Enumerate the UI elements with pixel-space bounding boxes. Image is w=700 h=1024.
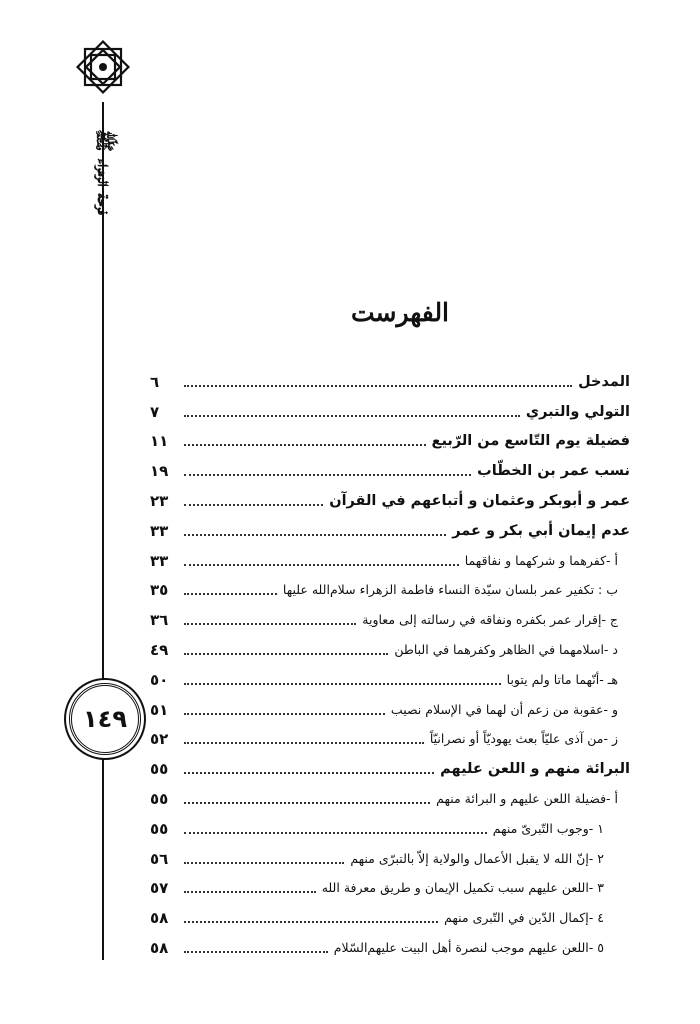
dot-leader [184,832,487,834]
toc-entry-label: ٥ -اللعن عليهم موجب لنصرة أهل البيت عليهم‌السّلام [333,939,604,955]
dot-leader [184,474,471,476]
toc-entry-page: ٥١ [150,700,169,719]
toc-heading: الفهرست [350,298,450,327]
table-of-contents [150,363,630,959]
toc-entry-label: البرائة منهم و اللعن عليهم [440,761,630,778]
toc-entry-label: أ -فضيلة اللعن عليهم و البرائة منهم [436,790,618,806]
dot-leader [184,891,316,893]
dot-leader [184,593,277,595]
toc-entry-label: التولي والتبري [525,403,630,420]
toc-entry-page: ٥٠ [150,670,169,689]
toc-entry-page: ٥٨ [150,938,169,957]
running-title [70,112,134,232]
toc-entry[interactable] [150,542,630,572]
toc-entry[interactable] [150,423,630,453]
dot-leader [184,653,388,655]
toc-entry-page: ٥٧ [150,879,169,898]
dot-leader [184,862,344,864]
toc-entry-page: ٥٥ [150,789,169,808]
running-title-text: فرحة الزهراء ﷺ [93,129,115,215]
toc-entry[interactable] [150,810,630,840]
toc-entry-page: ٦ [150,372,160,391]
toc-entry-label: ١ -وجوب التّبرىّ منهم [492,820,604,836]
dot-leader [184,564,459,566]
toc-entry-label: أ -كفرهما و شركهما و نفاقهما [464,552,618,568]
dot-leader [184,921,438,923]
toc-entry-page: ٥٦ [150,849,169,868]
dot-leader [184,385,572,387]
toc-entry[interactable] [150,780,630,810]
toc-entry[interactable] [150,661,630,691]
toc-entry[interactable] [150,899,630,929]
toc-entry-label: نسب عمر بن الخطّاب [477,463,630,480]
toc-entry-label: ٤ -إكمال الدّين في التّبرى منهم [444,910,604,926]
dot-leader [184,742,424,744]
toc-entry[interactable] [150,482,630,512]
toc-entry[interactable] [150,929,630,959]
toc-entry[interactable] [150,840,630,870]
toc-entry-label: ب : تكفير عمر بلسان سيّدة النساء فاطمة الزهراء سلام‌الله عليها [282,582,618,598]
toc-entry-label: ز -من آذى عليّاً بعث يهوديّاً أو نصرانيّاً [429,731,618,747]
toc-entry[interactable] [150,363,630,393]
toc-entry[interactable] [150,452,630,482]
dot-leader [184,802,430,804]
dot-leader [184,444,426,446]
toc-entry-page: ٣٦ [150,611,169,630]
toc-entry[interactable] [150,870,630,900]
toc-entry-page: ٧ [150,402,160,421]
toc-entry[interactable] [150,631,630,661]
toc-entry-page: ٥٢ [150,730,169,749]
toc-entry[interactable] [150,691,630,721]
toc-entry-label: و -عقوبة من زعم أن لهما في الإسلام نصيب [390,701,618,717]
toc-entry-label: فضيلة يوم التّاسع من الرّبيع [431,433,630,450]
dot-leader [184,683,501,685]
dot-leader [184,504,323,506]
dot-leader [184,772,434,774]
toc-entry[interactable] [150,750,630,780]
toc-entry-page: ٥٨ [150,909,169,928]
toc-entry-page: ٢٣ [150,491,169,510]
toc-entry-label: عدم إيمان أبي بكر و عمر [452,522,630,539]
page-number-medallion [69,683,141,755]
toc-entry-label: ٣ -اللعن عليهم سبب تكميل الإيمان و طريق معرفة الله [321,880,604,896]
page-number: ١٤٩ [83,705,127,733]
toc-entry[interactable] [150,512,630,542]
toc-entry-page: ٤٩ [150,640,169,659]
octagram-ornament-icon [74,38,132,96]
toc-entry-label: د -اسلامهما في الظاهر وكفرهما في الباطن [394,641,618,657]
toc-entry-page: ١٩ [150,462,169,481]
dot-leader [184,534,446,536]
dot-leader [184,951,328,953]
toc-entry-page: ٥٥ [150,819,169,838]
toc-entry-page: ١١ [150,432,169,451]
toc-entry-label: ٢ -إنّ الله لا يقبل الأعمال والولاية إلاّ بالتبرّى منهم [350,850,604,866]
toc-entry-page: ٥٥ [150,760,169,779]
toc-entry[interactable] [150,601,630,631]
dot-leader [184,623,356,625]
toc-entry[interactable] [150,572,630,602]
toc-entry-label: عمر و أبوبكر وعثمان و أتباعهم في القرآن [329,492,630,509]
toc-entry-label: المدخل [578,373,630,390]
dot-leader [184,415,520,417]
toc-entry-page: ٣٣ [150,551,169,570]
toc-entry-page: ٣٥ [150,581,169,600]
toc-entry[interactable] [150,393,630,423]
toc-entry-label: هـ -أنّهما ماتا ولم يتوبا [506,671,618,687]
toc-entry-label: ج -إقرار عمر بكفره ونفاقه في رسالته إلى معاوية [362,612,618,628]
toc-entry[interactable] [150,721,630,751]
dot-leader [184,713,385,715]
toc-entry-page: ٣٣ [150,521,169,540]
